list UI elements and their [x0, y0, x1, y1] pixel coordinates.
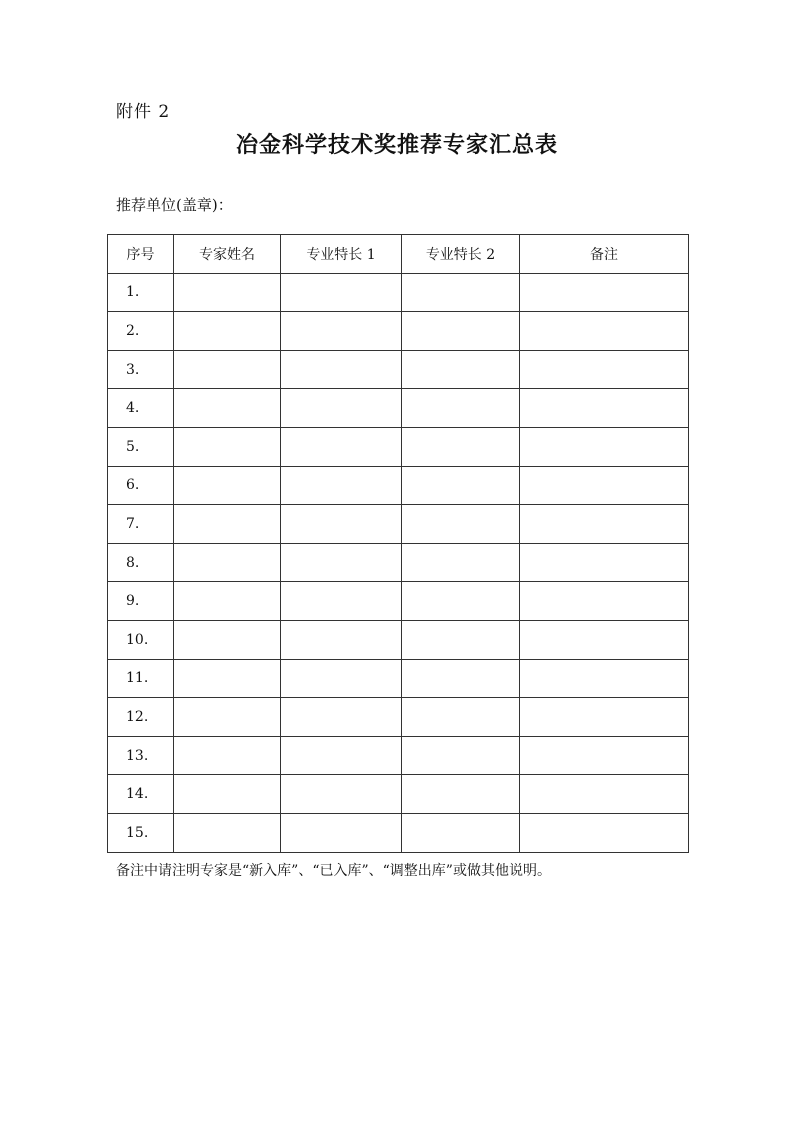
row-index: 12.	[108, 698, 174, 737]
specialty-2-cell[interactable]	[402, 582, 520, 621]
row-index: 2.	[108, 312, 174, 351]
remarks-cell[interactable]	[520, 427, 689, 466]
expert-name-cell[interactable]	[174, 543, 281, 582]
footnote: 备注中请注明专家是“新入库”、“已入库”、“调整出库”或做其他说明。	[116, 863, 551, 879]
remarks-cell[interactable]	[520, 736, 689, 775]
row-index: 3.	[108, 350, 174, 389]
row-index: 13.	[108, 736, 174, 775]
remarks-cell[interactable]	[520, 505, 689, 544]
table-row	[108, 620, 689, 659]
expert-name-cell[interactable]	[174, 736, 281, 775]
specialty-2-cell[interactable]	[402, 273, 520, 312]
row-index: 6.	[108, 466, 174, 505]
table-row	[108, 543, 689, 582]
specialty-1-cell[interactable]	[281, 620, 402, 659]
remarks-cell[interactable]	[520, 620, 689, 659]
specialty-2-cell[interactable]	[402, 543, 520, 582]
expert-summary-table	[107, 234, 689, 853]
row-index: 9.	[108, 582, 174, 621]
remarks-cell[interactable]	[520, 582, 689, 621]
expert-name-cell[interactable]	[174, 312, 281, 351]
remarks-cell[interactable]	[520, 543, 689, 582]
expert-name-cell[interactable]	[174, 505, 281, 544]
specialty-1-cell[interactable]	[281, 312, 402, 351]
specialty-1-cell[interactable]	[281, 736, 402, 775]
specialty-1-cell[interactable]	[281, 505, 402, 544]
specialty-2-cell[interactable]	[402, 659, 520, 698]
expert-name-cell[interactable]	[174, 775, 281, 814]
specialty-1-cell[interactable]	[281, 813, 402, 852]
attachment-label: 附件 2	[116, 102, 171, 122]
specialty-2-cell[interactable]	[402, 698, 520, 737]
specialty-1-cell[interactable]	[281, 698, 402, 737]
table-row	[108, 505, 689, 544]
specialty-1-cell[interactable]	[281, 389, 402, 428]
specialty-1-cell[interactable]	[281, 775, 402, 814]
remarks-cell[interactable]	[520, 659, 689, 698]
remarks-cell[interactable]	[520, 389, 689, 428]
specialty-1-cell[interactable]	[281, 659, 402, 698]
table-row	[108, 659, 689, 698]
table-row	[108, 813, 689, 852]
row-index: 15.	[108, 813, 174, 852]
row-index: 1.	[108, 273, 174, 312]
header-remarks: 备注	[520, 235, 689, 274]
specialty-1-cell[interactable]	[281, 427, 402, 466]
specialty-2-cell[interactable]	[402, 466, 520, 505]
expert-name-cell[interactable]	[174, 427, 281, 466]
remarks-cell[interactable]	[520, 466, 689, 505]
specialty-2-cell[interactable]	[402, 775, 520, 814]
table-row	[108, 273, 689, 312]
specialty-2-cell[interactable]	[402, 620, 520, 659]
specialty-1-cell[interactable]	[281, 543, 402, 582]
header-serial-number: 序号	[108, 235, 174, 274]
expert-name-cell[interactable]	[174, 466, 281, 505]
table-row	[108, 350, 689, 389]
specialty-1-cell[interactable]	[281, 582, 402, 621]
specialty-2-cell[interactable]	[402, 736, 520, 775]
specialty-2-cell[interactable]	[402, 813, 520, 852]
specialty-1-cell[interactable]	[281, 350, 402, 389]
specialty-2-cell[interactable]	[402, 389, 520, 428]
table-row	[108, 427, 689, 466]
page-title: 冶金科学技术奖推荐专家汇总表	[235, 132, 558, 158]
row-index: 5.	[108, 427, 174, 466]
table-row	[108, 736, 689, 775]
table-header-row	[108, 235, 689, 274]
row-index: 10.	[108, 620, 174, 659]
row-index: 7.	[108, 505, 174, 544]
remarks-cell[interactable]	[520, 350, 689, 389]
row-index: 11.	[108, 659, 174, 698]
table-row	[108, 466, 689, 505]
header-specialty-2: 专业特长 2	[402, 235, 520, 274]
specialty-2-cell[interactable]	[402, 350, 520, 389]
specialty-2-cell[interactable]	[402, 427, 520, 466]
specialty-1-cell[interactable]	[281, 273, 402, 312]
remarks-cell[interactable]	[520, 312, 689, 351]
table-row	[108, 312, 689, 351]
table-row	[108, 775, 689, 814]
expert-name-cell[interactable]	[174, 273, 281, 312]
table-row	[108, 582, 689, 621]
remarks-cell[interactable]	[520, 813, 689, 852]
expert-name-cell[interactable]	[174, 389, 281, 428]
remarks-cell[interactable]	[520, 775, 689, 814]
expert-name-cell[interactable]	[174, 350, 281, 389]
row-index: 14.	[108, 775, 174, 814]
header-expert-name: 专家姓名	[174, 235, 281, 274]
table-row	[108, 698, 689, 737]
remarks-cell[interactable]	[520, 273, 689, 312]
specialty-2-cell[interactable]	[402, 312, 520, 351]
remarks-cell[interactable]	[520, 698, 689, 737]
expert-name-cell[interactable]	[174, 813, 281, 852]
expert-name-cell[interactable]	[174, 698, 281, 737]
recommending-unit-label: 推荐单位(盖章)：	[116, 196, 233, 214]
specialty-2-cell[interactable]	[402, 505, 520, 544]
row-index: 4.	[108, 389, 174, 428]
row-index: 8.	[108, 543, 174, 582]
expert-name-cell[interactable]	[174, 582, 281, 621]
table-row	[108, 389, 689, 428]
specialty-1-cell[interactable]	[281, 466, 402, 505]
header-specialty-1: 专业特长 1	[281, 235, 402, 274]
expert-name-cell[interactable]	[174, 620, 281, 659]
expert-name-cell[interactable]	[174, 659, 281, 698]
